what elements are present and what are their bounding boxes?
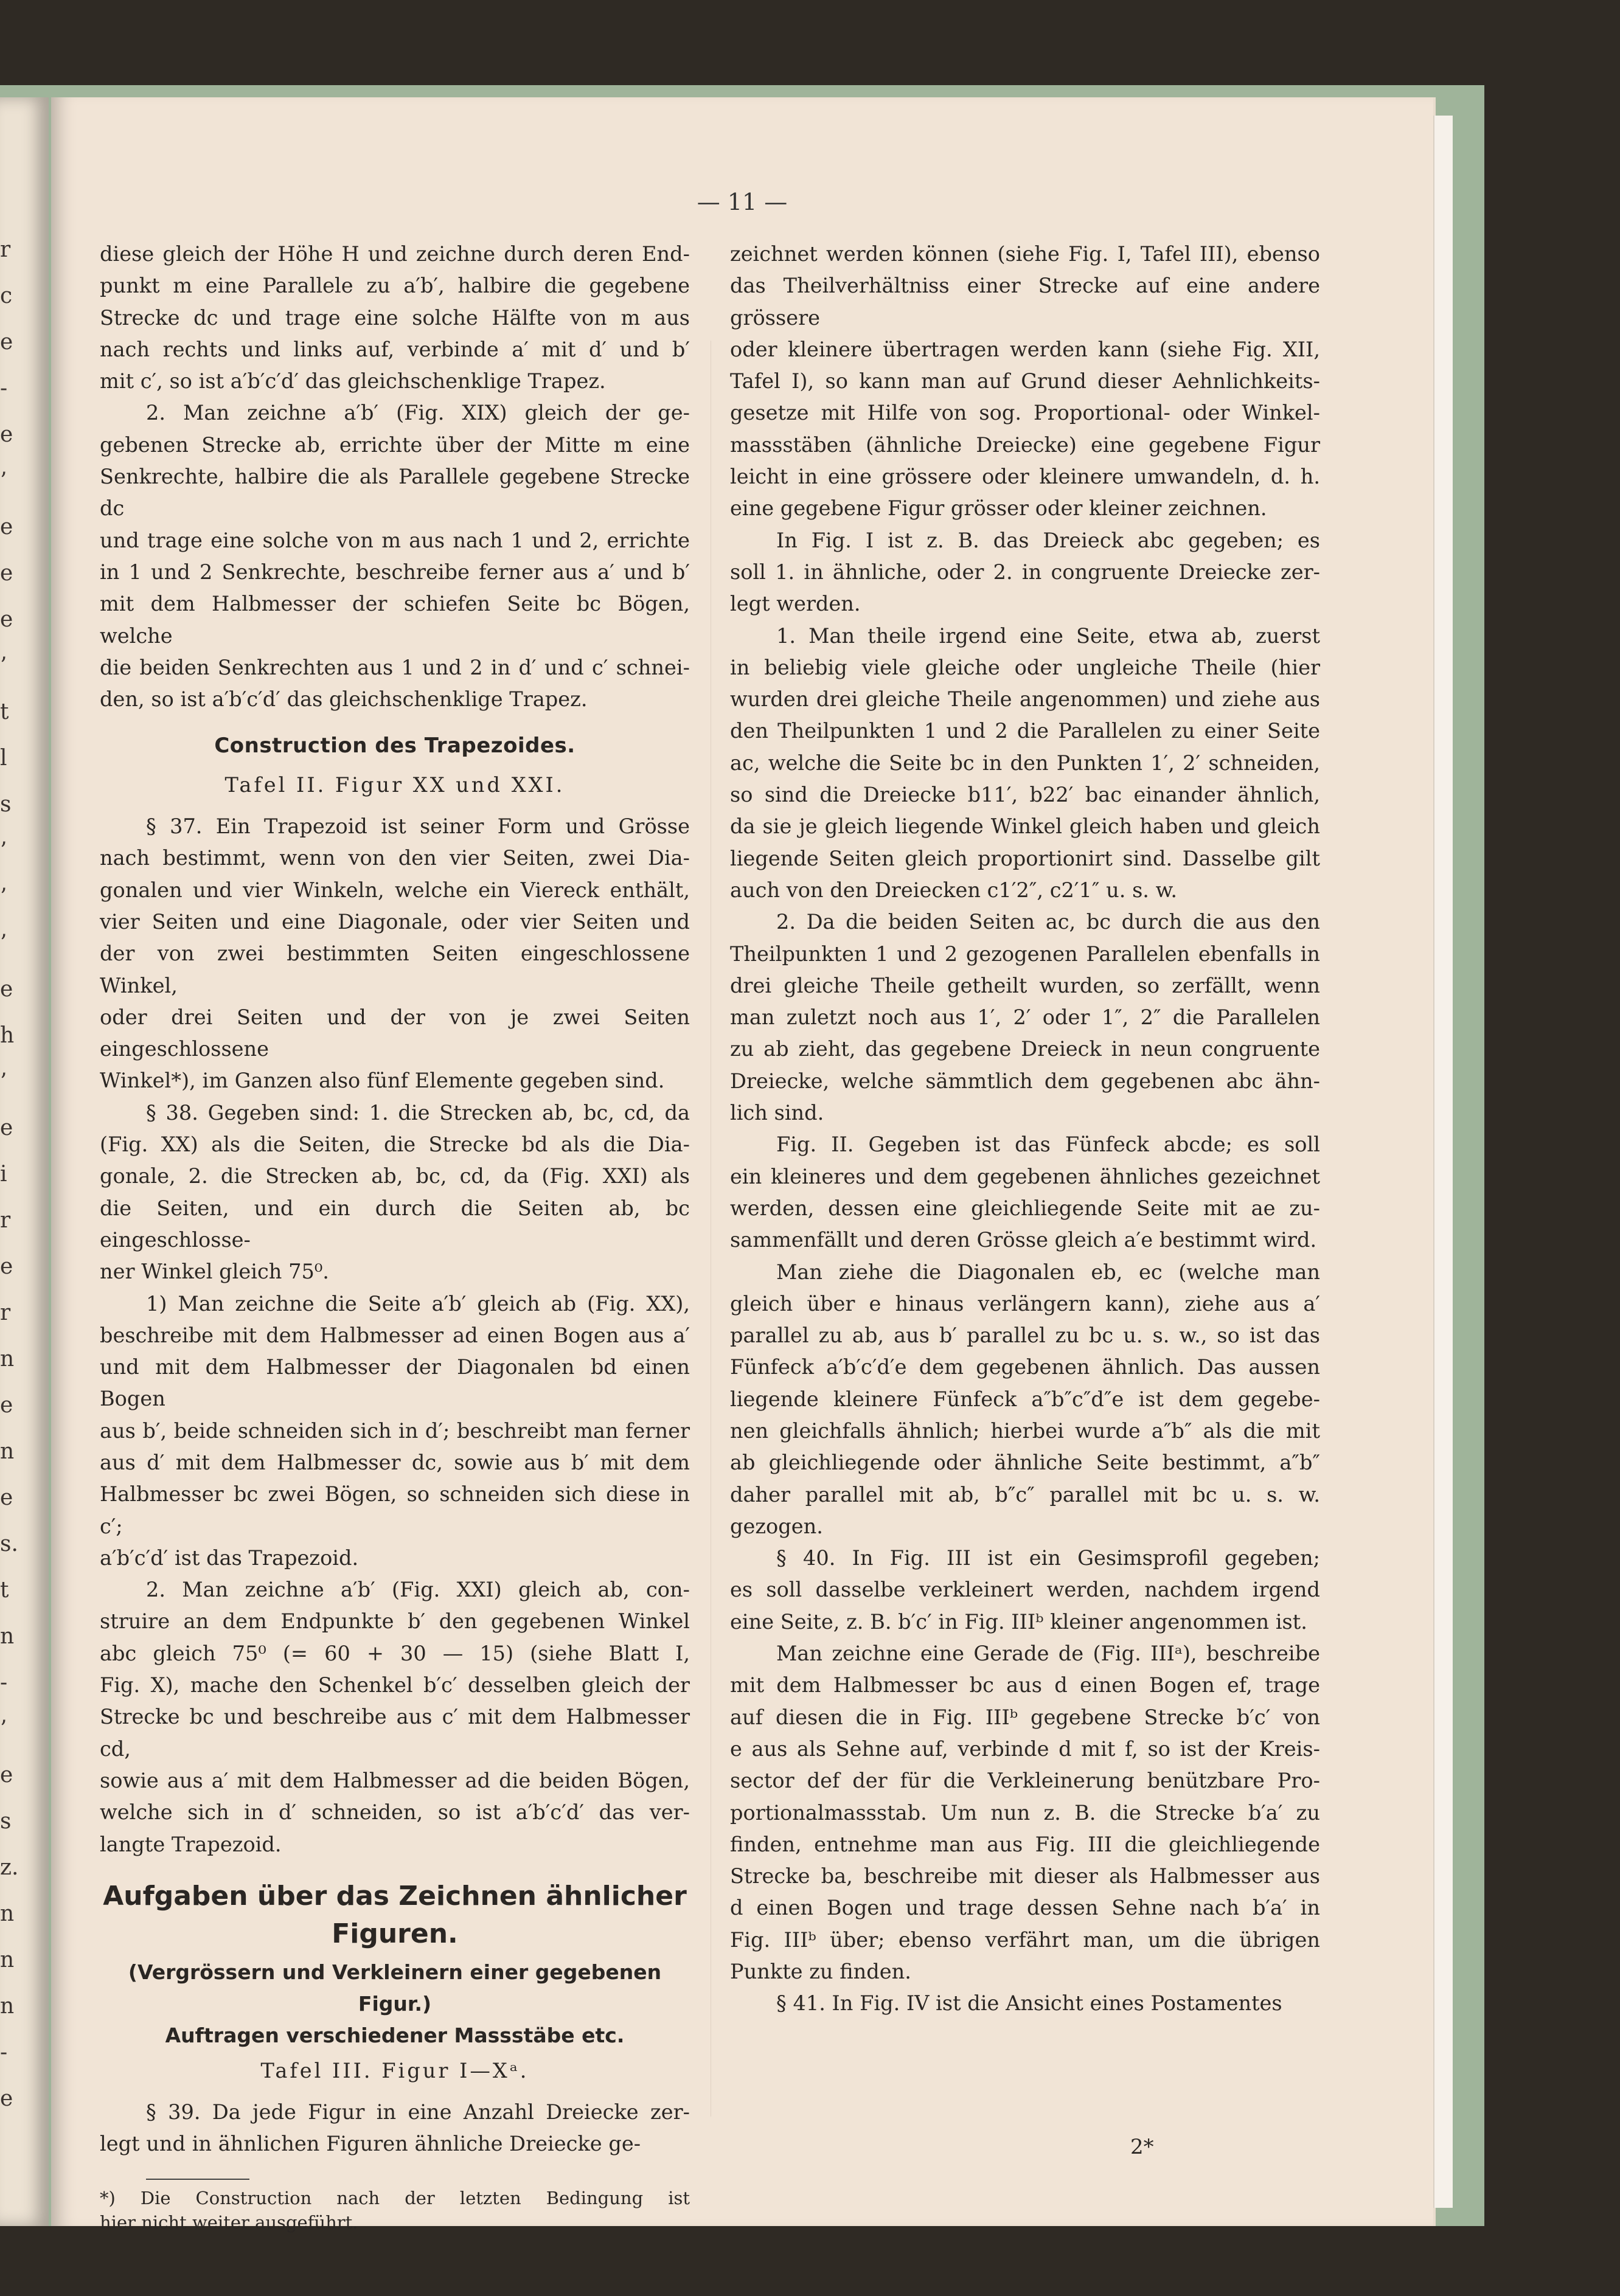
book-page [51,97,1433,2233]
text-line: hier nicht weiter ausgeführt. [100,2211,358,2233]
text-line: massstäben (ähnliche Dreiecke) eine gegebene Figur [730,432,1320,457]
margin-fragment: r [0,1300,11,1325]
text-line: eine gegebene Figur grösser oder kleiner zeichnen. [730,496,1267,521]
margin-fragment: e [0,1485,13,1510]
plate-reference: Tafel III. Figur I—Xᵃ. [260,2058,529,2083]
text-line: Fig. X), mache den Schenkel b′c′ desselben gleich der [100,1673,690,1698]
paragraph [100,1288,690,1575]
margin-fragment: r [0,1208,11,1233]
margin-fragment: ’ [0,931,7,956]
margin-fragment: e [0,1763,13,1788]
text-line: nach rechts und links auf, verbinde a′ mit d′ und b′ [100,337,690,361]
text-line: in beliebig viele gleiche oder ungleiche Theile (hier [730,655,1320,679]
margin-fragment: z. [0,1855,19,1880]
margin-fragment: t [0,699,9,724]
text-line: d einen Bogen und trage dessen Sehne nach b′a′ in [730,1896,1320,1920]
text-line: beschreibe mit dem Halbmesser ad einen Bogen aus a′ [100,1323,690,1347]
text-line: man zuletzt noch aus 1′, 2′ oder 1″, 2″ die Parallelen [730,1005,1320,1030]
paragraph [730,1638,1320,1988]
text-line: abc gleich 75⁰ (= 60 + 30 — 15) (siehe Blatt I, [100,1641,690,1665]
margin-fragment: - [0,2040,8,2065]
text-line: Strecke ba, beschreibe mit dieser als Halbmesser aus [730,1864,1320,1888]
text-line: legt werden. [730,592,861,616]
text-line: Punkte zu finden. [730,1960,911,1984]
chapter-subheading: Auftragen verschiedener Massstäbe etc. [165,2023,625,2047]
text-line: nach bestimmt, wenn von den vier Seiten, zwei Dia- [100,846,690,870]
margin-fragment: ’ [0,1069,7,1094]
paragraph [100,2097,690,2160]
text-line: das Theilverhältniss einer Strecke auf eine andere grössere [730,274,1320,330]
page-block-edge [1433,116,1453,2208]
text-line: diese gleich der Höhe H und zeichne durch deren End- [100,242,690,266]
text-line: aus b′, beide schneiden sich in d′; beschreibt man ferner [100,1418,690,1443]
text-line: gonale, 2. die Strecken ab, bc, cd, da (Fig. XXI) als [100,1164,690,1188]
text-line: die beiden Senkrechten aus 1 und 2 in d′ und c′ schnei- [100,655,690,679]
margin-fragment: l [0,746,7,771]
margin-fragment: ’ [0,653,7,678]
text-line: finden, entnehme man aus Fig. III die gleichliegende [730,1832,1320,1856]
text-line: da sie je gleich liegende Winkel gleich haben und gleich [730,814,1320,839]
text-line: § 41. In Fig. IV ist die Ansicht eines Postamentes [776,1991,1282,2016]
paragraph [730,525,1320,620]
text-line: 2. Man zeichne a′b′ (Fig. XXI) gleich ab, con- [146,1578,690,1602]
paragraph [730,620,1320,907]
text-line: mit c′, so ist a′b′c′d′ das gleichschenklige Trapez. [100,369,606,394]
margin-fragment: e [0,330,13,355]
text-line: lich sind. [730,1101,824,1125]
text-line: gezogen. [730,1514,823,1538]
margin-fragment: n [0,1901,15,1926]
text-line: e aus als Sehne auf, verbinde d mit f, so ist der Kreis- [730,1736,1320,1761]
margin-fragment: s. [0,1531,18,1556]
margin-fragment: r [0,237,11,262]
margin-fragment: e [0,515,13,539]
text-line: In Fig. I ist z. B. das Dreieck abc gegeben; es [776,528,1320,552]
text-line: zeichnet werden können (siehe Fig. I, Tafel III), ebenso [730,242,1320,266]
chapter-heading-line: Figuren. [332,1918,458,1949]
margin-fragment: t [0,1578,9,1603]
text-line: gonalen und vier Winkeln, welche ein Viereck enthält, [100,878,690,902]
text-line: nen gleichfalls ähnlich; hierbei wurde a″b″ als die mit [730,1418,1320,1443]
paragraph [730,906,1320,1129]
text-line: Dreiecke, welche sämmtlich dem gegebenen abc ähn- [730,1069,1320,1093]
text-line: ab gleichliegende oder ähnliche Seite bestimmt, a″b″ [730,1451,1320,1475]
margin-fragment: n [0,1347,15,1372]
margin-fragment: h [0,1023,15,1048]
text-line: welche sich in d′ schneiden, so ist a′b′c′d′ das ver- [100,1800,690,1825]
text-line: auf diesen die in Fig. IIIᵇ gegebene Strecke b′c′ von [730,1705,1320,1729]
paragraph [730,1988,1320,2019]
margin-fragment: e [0,1115,13,1140]
text-line: langte Trapezoid. [100,1832,282,1856]
margin-fragment: - [0,1670,8,1695]
text-line: Fig. II. Gegeben ist das Fünfeck abcde; es soll [776,1132,1320,1157]
paragraph [100,1574,690,1861]
text-line: gesetze mit Hilfe von sog. Proportional- oder Winkel- [730,401,1320,425]
text-line: Winkel*), im Ganzen also fünf Elemente gegeben sind. [100,1069,665,1093]
footnote [100,2186,690,2235]
paragraph [730,1129,1320,1256]
margin-fragment: n [0,1439,15,1464]
text-line: struire an dem Endpunkte b′ den gegebenen Winkel [100,1609,690,1634]
text-line: Halbmesser bc zwei Bögen, so schneiden sich diese in c′; [100,1482,690,1538]
text-line: § 39. Da jede Figur in eine Anzahl Dreiecke zer- [146,2100,690,2124]
margin-fragment: s [0,1809,12,1834]
text-line: wurden drei gleiche Theile angenommen) und ziehe aus [730,687,1320,712]
page-number: — 11 — [697,189,788,215]
text-line: den Theilpunkten 1 und 2 die Parallelen zu einer Seite [730,719,1320,743]
margin-fragment: e [0,977,13,1002]
right-column [730,238,1320,2020]
printer-signature: 2* [1130,2135,1154,2159]
margin-fragment: e [0,1254,13,1279]
text-line: ein kleineres und dem gegebenen ähnliches gezeichnet [730,1164,1320,1188]
text-line: zu ab zieht, das gegebene Dreieck in neun congruente [730,1037,1320,1061]
section-heading: Construction des Trapezoides. [214,734,575,758]
margin-fragment: e [0,607,13,632]
text-line: legt und in ähnlichen Figuren ähnliche Dreiecke ge- [100,2132,641,2156]
text-line: Fig. IIIᵇ über; ebenso verfährt man, um die übrigen [730,1927,1320,1952]
plate-reference: Tafel II. Figur XX und XXI. [224,772,565,797]
margin-fragment: i [0,1162,7,1187]
paragraph [730,1257,1320,1543]
text-line: 2. Da die beiden Seiten ac, bc durch die aus den [776,910,1320,934]
text-line: Man ziehe die Diagonalen eb, ec (welche man [776,1260,1320,1284]
paragraph [100,811,690,1097]
text-line: aus d′ mit dem Halbmesser dc, sowie aus b′ mit dem [100,1450,690,1474]
left-column [100,238,690,2235]
text-line: § 38. Gegeben sind: 1. die Strecken ab, bc, cd, da [146,1100,690,1125]
text-line: liegende Seiten gleich proportionirt sind. Dasselbe gilt [730,846,1320,870]
text-line: parallel zu ab, aus b′ parallel zu bc u. s. w., so ist das [730,1323,1320,1348]
text-line: ner Winkel gleich 75⁰. [100,1260,329,1284]
text-line: gleich über e hinaus verlängern kann), ziehe aus a′ [730,1291,1320,1316]
margin-fragment: e [0,422,13,447]
margin-fragment: ’ [0,468,7,493]
text-line: den, so ist a′b′c′d′ das gleichschenklige Trapez. [100,687,588,712]
text-line: 1. Man theile irgend eine Seite, etwa ab, zuerst [776,623,1320,648]
text-line: Theilpunkten 1 und 2 gezogenen Parallelen ebenfalls in [730,942,1320,966]
text-line: liegende kleinere Fünfeck a″b″c″d″e ist dem gegebe- [730,1387,1320,1411]
chapter-subheading: (Vergrössern und Verkleinern einer gegebenen Figur.) [128,1960,662,2016]
margin-fragment: s [0,792,12,817]
text-line: leicht in eine grössere oder kleinere umwandeln, d. h. [730,465,1320,489]
text-line: Strecke dc und trage eine solche Hälfte von m aus [100,305,690,330]
margin-fragment: e [0,2086,13,2111]
margin-fragment: c [0,283,13,308]
text-line: daher parallel mit ab, b″c″ parallel mit bc u. s. w. [730,1482,1320,1507]
text-line: mit dem Halbmesser der schiefen Seite bc Bögen, welche [100,592,690,648]
text-line: in 1 und 2 Senkrechte, beschreibe ferner aus a′ und b′ [100,560,690,584]
text-line: es soll dasselbe verkleinert werden, nachdem irgend [730,1578,1320,1602]
text-line: Man zeichne eine Gerade de (Fig. IIIᵃ), beschreibe [776,1642,1320,1666]
text-line: die Seiten, und ein durch die Seiten ab, bc eingeschlosse- [100,1196,690,1252]
margin-fragment: n [0,1994,15,2019]
margin-fragment: ’ [0,838,7,863]
text-line: und trage eine solche von m aus nach 1 und 2, errichte [100,528,690,552]
margin-fragment: - [0,376,8,401]
text-line: § 40. In Fig. III ist ein Gesimsprofil gegeben; [776,1546,1320,1570]
text-line: mit dem Halbmesser bc aus d einen Bogen ef, trage [730,1673,1320,1698]
text-line: soll 1. in ähnliche, oder 2. in congruente Dreiecke zer- [730,560,1320,584]
text-line: Fünfeck a′b′c′d′e dem gegebenen ähnlich. Das aussen [730,1355,1320,1379]
text-line: gebenen Strecke ab, errichte über der Mitte m eine [100,432,690,457]
left-page-edge [0,97,49,2226]
text-line: so sind die Dreiecke b11′, b22′ bac einander ähnlich, [730,783,1320,807]
margin-fragment: e [0,561,13,586]
text-line: eine Seite, z. B. b′c′ in Fig. IIIᵇ kleiner angenommen ist. [730,1609,1307,1634]
text-line: werden, dessen eine gleichliegende Seite mit ae zu- [730,1196,1320,1220]
margin-fragment: e [0,1393,13,1418]
text-line: a′b′c′d′ ist das Trapezoid. [100,1545,359,1570]
text-line: *) Die Construction nach der letzten Bedingung ist [100,2187,690,2208]
text-line: 1) Man zeichne die Seite a′b′ gleich ab (Fig. XX), [146,1291,690,1316]
paragraph [100,397,690,715]
margin-fragment: n [0,1624,15,1649]
chapter-heading-line: Aufgaben über das Zeichnen ähnlicher [103,1880,687,1912]
text-line: punkt m eine Parallele zu a′b′, halbire die gegebene [100,274,690,298]
text-line: drei gleiche Theile getheilt wurden, so zerfällt, wenn [730,973,1320,997]
margin-fragment: ’ [0,1716,7,1741]
text-line: portionalmassstab. Um nun z. B. die Strecke b′a′ zu [730,1800,1320,1825]
text-line: auch von den Dreiecken c1′2″, c2′1″ u. s. w. [730,878,1178,902]
text-line: und mit dem Halbmesser der Diagonalen bd einen Bogen [100,1355,690,1411]
text-line: sector def der für die Verkleinerung benützbare Pro- [730,1769,1320,1793]
text-line: Strecke bc und beschreibe aus c′ mit dem Halbmesser cd, [100,1705,690,1761]
paragraph [730,238,1320,525]
text-line: oder drei Seiten und der von je zwei Seiten eingeschlossene [100,1005,690,1061]
paragraph [100,1097,690,1288]
chapter-heading [100,1878,690,1953]
margin-fragment: ’ [0,884,7,909]
text-line: ac, welche die Seite bc in den Punkten 1′, 2′ schneiden, [730,751,1320,775]
footnote-rule [146,2179,249,2180]
text-line: Senkrechte, halbire die als Parallele gegebene Strecke dc [100,465,690,521]
text-line: oder kleinere übertragen werden kann (siehe Fig. XII, [730,337,1320,361]
text-line: Tafel I), so kann man auf Grund dieser Aehnlichkeits- [730,369,1320,394]
text-line: sammenfällt und deren Grösse gleich a′e bestimmt wird. [730,1228,1317,1252]
text-line: der von zwei bestimmten Seiten eingeschlossene Winkel, [100,942,690,997]
text-line: § 37. Ein Trapezoid ist seiner Form und Grösse [146,814,690,839]
paragraph [730,1542,1320,1638]
text-line: vier Seiten und eine Diagonale, oder vier Seiten und [100,909,690,934]
paragraph [100,238,690,397]
margin-fragment: n [0,1947,15,1972]
text-line: 2. Man zeichne a′b′ (Fig. XIX) gleich der ge- [146,401,690,425]
text-line: sowie aus a′ mit dem Halbmesser ad die beiden Bögen, [100,1768,690,1792]
text-line: (Fig. XX) als die Seiten, die Strecke bd als die Dia- [100,1132,690,1157]
